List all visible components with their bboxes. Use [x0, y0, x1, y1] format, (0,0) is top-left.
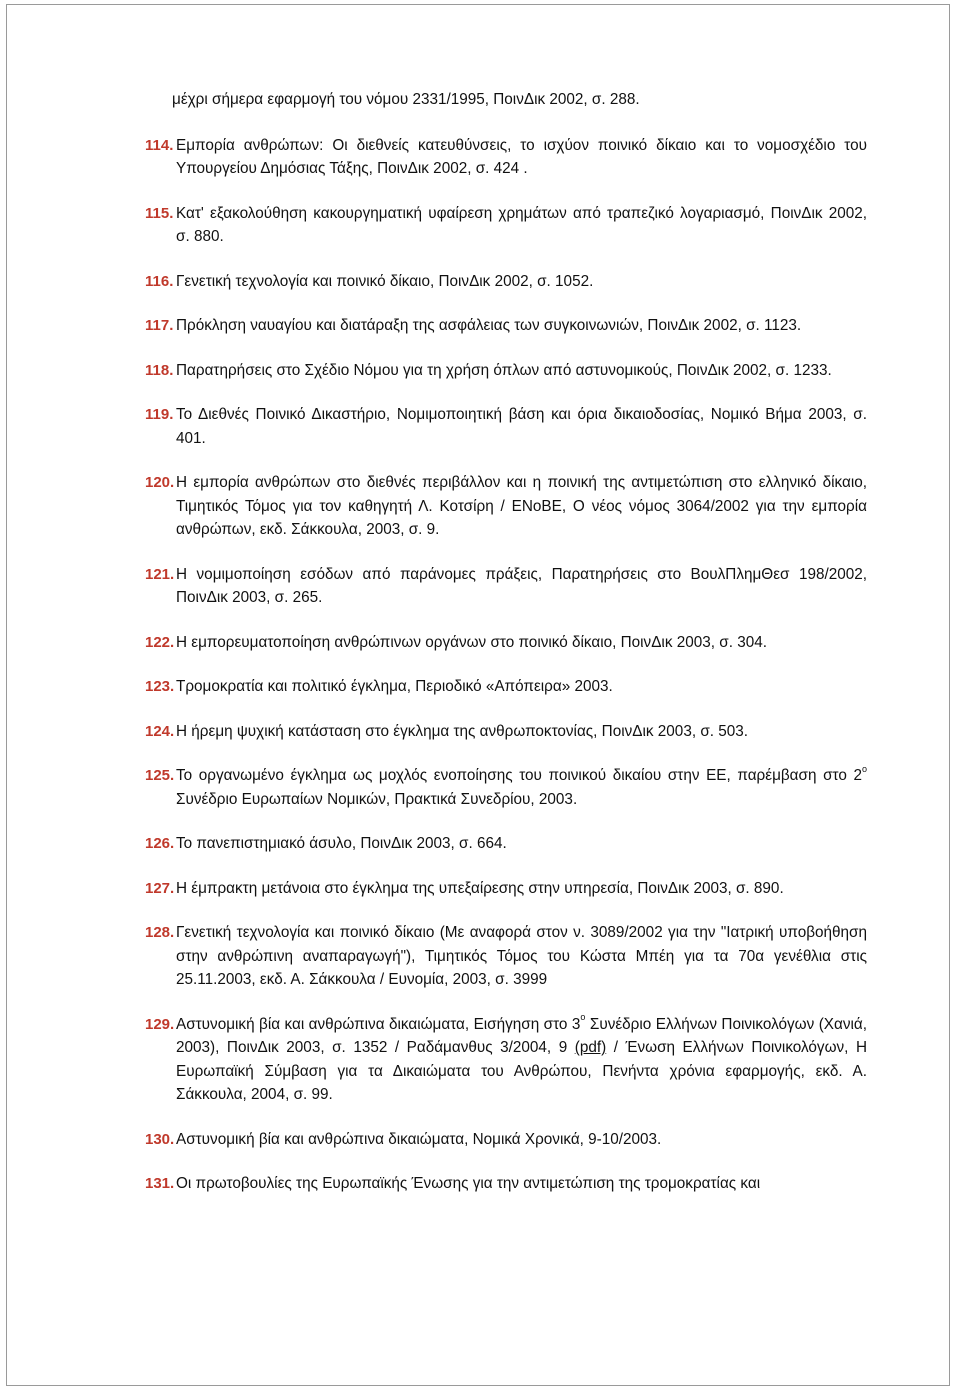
- item-text: Γενετική τεχνολογία και ποινικό δίκαιο (Με αναφορά στον ν. 3089/2002 για την "Ιατρική υποβοήθηση στην ανθρώπινη αναπαραγωγή"), Τιμητικός Τόμος του Κώστα Μπέη για τα 70α γενέθλια στις 25.11.2003, εκδ. Α. Σάκκουλα / Ευνομία, 2003, σ. 3999: [176, 924, 867, 988]
- item-number: 123.: [145, 678, 175, 695]
- item-number: 124.: [145, 722, 175, 740]
- item-number: 129.: [145, 1015, 175, 1033]
- list-item: [145, 270, 867, 294]
- item-number: 120.: [145, 474, 175, 491]
- superscript: ο: [861, 763, 867, 774]
- item-text: Η έμπρακτη μετάνοια στο έγκλημα της υπεξαίρεσης στην υπηρεσία, ΠοινΔικ 2003, σ. 890.: [176, 879, 784, 897]
- item-text-part: Συνέδριο Ελλήνων Ποινικολόγων (Χανιά, 2003), ΠοινΔικ 2003, σ. 1352 / Ραδάμανθυς 3/2004, 9: [176, 1015, 867, 1056]
- list-item: [145, 403, 867, 450]
- item-number: 117.: [145, 317, 174, 334]
- item-number: 122.: [145, 633, 175, 651]
- list-item: [145, 832, 867, 856]
- list-item: [145, 631, 867, 655]
- document-body: [145, 88, 867, 1196]
- superscript: ο: [580, 1012, 586, 1023]
- item-number: 131.: [145, 1175, 175, 1192]
- item-number: 127.: [145, 879, 175, 897]
- item-number: 118.: [145, 361, 174, 379]
- list-item: [145, 877, 867, 901]
- item-text: Αστυνομική βία και ανθρώπινα δικαιώματα, Νομικά Χρονικά, 9-10/2003.: [176, 1130, 662, 1148]
- list-item: [145, 1172, 867, 1196]
- item-number: 130.: [145, 1130, 175, 1148]
- item-number: 119.: [145, 406, 174, 423]
- item-number: 114.: [145, 136, 174, 154]
- item-text: Παρατηρήσεις στο Σχέδιο Νόμου για τη χρήση όπλων από αστυνομικούς, ΠοινΔικ 2002, σ. 1233.: [176, 361, 832, 379]
- item-text: Οι πρωτοβουλίες της Ευρωπαϊκής Ένωσης για την αντιμετώπιση της τρομοκρατίας και: [176, 1175, 761, 1192]
- list-item: [145, 134, 867, 181]
- list-item: [145, 720, 867, 744]
- item-number: 128.: [145, 924, 175, 941]
- list-item: [145, 764, 867, 811]
- list-item: [145, 675, 867, 699]
- pdf-link[interactable]: (pdf): [574, 1039, 607, 1056]
- item-text: Η εμπορευματοποίηση ανθρώπινων οργάνων στο ποινικό δίκαιο, ΠοινΔικ 2003, σ. 304.: [176, 633, 767, 651]
- item-number: 125.: [145, 767, 175, 784]
- list-item: [145, 359, 867, 383]
- item-number: 115.: [145, 204, 174, 222]
- item-text: Κατ' εξακολούθηση κακουργηματική υφαίρεση χρημάτων από τραπεζικό λογαριασμό, ΠοινΔικ 2002, σ. 880.: [176, 204, 867, 245]
- lead-line: μέχρι σήμερα εφαρμογή του νόμου 2331/1995, ΠοινΔικ 2002, σ. 288.: [172, 91, 640, 108]
- list-item: [145, 471, 867, 542]
- item-number: 121.: [145, 565, 175, 583]
- item-text: Γενετική τεχνολογία και ποινικό δίκαιο, ΠοινΔικ 2002, σ. 1052.: [176, 272, 594, 290]
- item-text: Το Διεθνές Ποινικό Δικαστήριο, Νομιμοποιητική βάση και όρια δικαιοδοσίας, Νομικό Βήμα 2003, σ. 401.: [176, 406, 867, 447]
- item-text: Η ήρεμη ψυχική κατάσταση στο έγκλημα της ανθρωποκτονίας, ΠοινΔικ 2003, σ. 503.: [176, 722, 749, 740]
- item-number: 126.: [145, 835, 175, 852]
- item-text: Το πανεπιστημιακό άσυλο, ΠοινΔικ 2003, σ. 664.: [176, 835, 507, 852]
- list-item: [145, 1013, 867, 1107]
- item-text: Εμπορία ανθρώπων: Οι διεθνείς κατευθύνσεις, το ισχύον ποινικό δίκαιο και το νομοσχέδιο του Υπουργείου Δημόσιας Τάξης, ΠοινΔικ 2002, σ. 424 .: [176, 136, 867, 177]
- list-item: [145, 1128, 867, 1152]
- item-text: Η νομιμοποίηση εσόδων από παράνομες πράξεις, Παρατηρήσεις στο ΒουλΠλημΘεσ 198/2002, ΠοινΔικ 2003, σ. 265.: [176, 565, 867, 606]
- list-item: [145, 563, 867, 610]
- item-text-part: Το οργανωμένο έγκλημα ως μοχλός ενοποίησης του ποινικού δικαίου στην ΕΕ, παρέμβαση στο 2: [176, 767, 862, 784]
- item-text-part: Αστυνομική βία και ανθρώπινα δικαιώματα, Εισήγηση στο 3: [176, 1015, 581, 1033]
- list-item: [145, 202, 867, 249]
- item-text-part: Συνέδριο Ευρωπαίων Νομικών, Πρακτικά Συνεδρίου, 2003.: [176, 790, 578, 808]
- list-item: [145, 314, 867, 338]
- item-text: Η εμπορία ανθρώπων στο διεθνές περιβάλλον και η ποινική της αντιμετώπιση στο ελληνικό δίκαιο, Τιμητικός Τόμος για τον καθηγητή Λ. Κοτσίρη / ΕΝοΒΕ, Ο νέος νόμος 3064/2002 για την εμπορία ανθρώπων, εκδ. Σάκκουλα, 2003, σ. 9.: [176, 474, 867, 538]
- item-text: [176, 1013, 867, 1107]
- list-item: [145, 921, 867, 992]
- item-text: Τρομοκρατία και πολιτικό έγκλημα, Περιοδικό «Απόπειρα» 2003.: [176, 678, 613, 695]
- item-text-part: / Ένωση Ελλήνων Ποινικολόγων, Η Ευρωπαϊκή Σύμβαση για τα Δικαιώματα του Ανθρώπου, Πενήντα χρόνια εφαρμογής, εκδ. Α. Σάκκουλα, 2004, σ. 99.: [176, 1039, 867, 1103]
- item-text: Πρόκληση ναυαγίου και διατάραξη της ασφάλειας των συγκοινωνιών, ΠοινΔικ 2002, σ. 1123.: [176, 317, 802, 334]
- item-text: [176, 764, 867, 811]
- item-number: 116.: [145, 272, 174, 290]
